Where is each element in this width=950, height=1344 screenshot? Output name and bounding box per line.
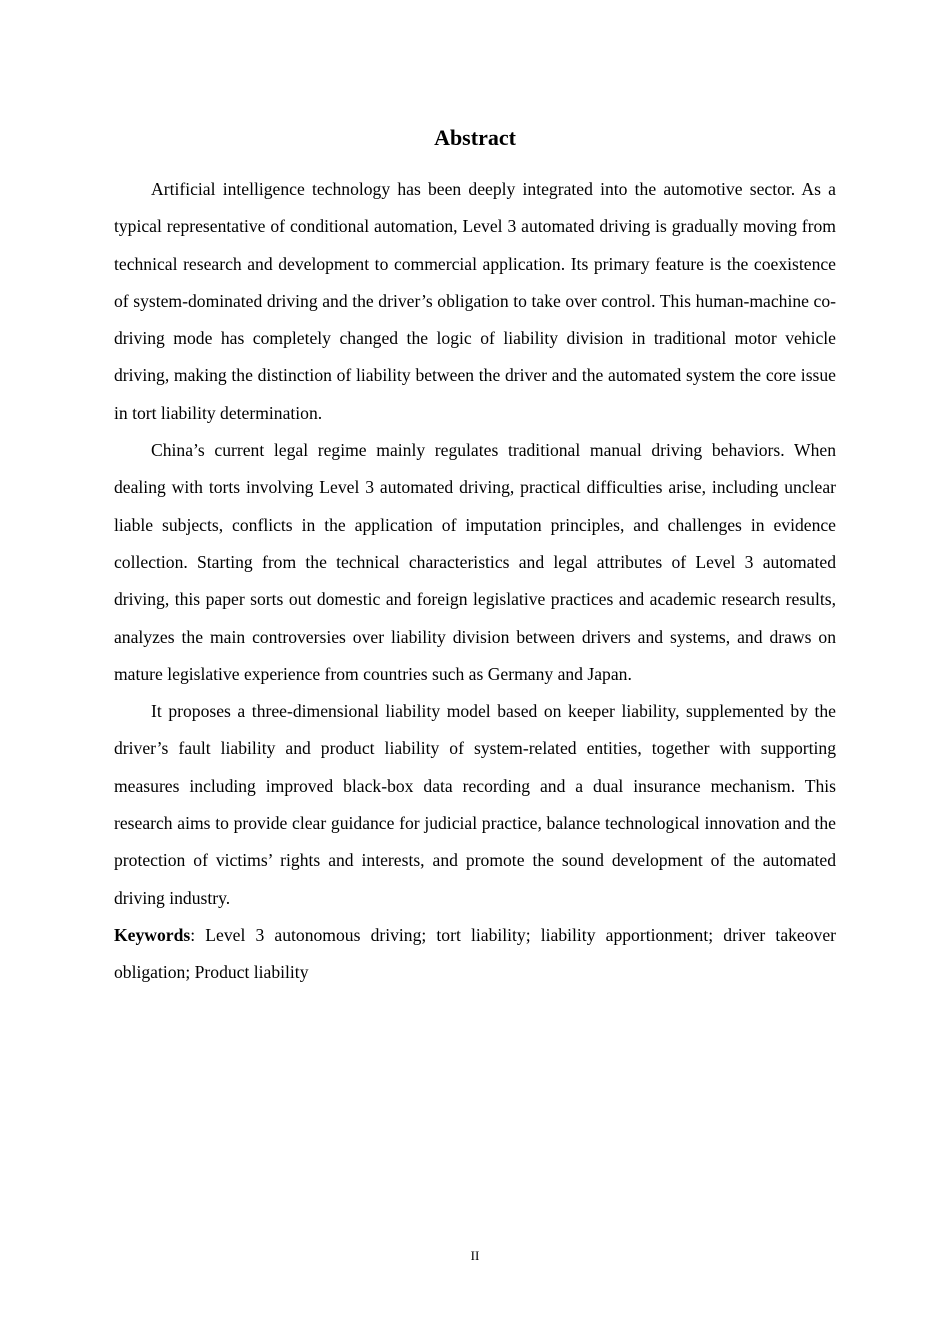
abstract-body [114, 171, 836, 992]
keywords-label: Keywords [114, 924, 191, 945]
abstract-paragraph-3: It proposes a three-dimensional liability model based on keeper liability, supplemented by the driver’s fault liability and product liability of system-related entities, together with supporting measures including improved black-box data recording and a dual insurance mechanism. This research aims to provide clear guidance for judicial practice, balance technological innovation and the protection of victims’ rights and interests, and promote the sound development of the automated driving industry. [114, 701, 836, 908]
abstract-paragraph-1: Artificial intelligence technology has been deeply integrated into the automotive sector. As a typical representative of conditional automation, Level 3 automated driving is gradually moving from technical research and development to commercial application. Its primary feature is the coexistence of system-dominated driving and the driver’s obligation to take over control. This human-machine co-driving mode has completely changed the logic of liability division in traditional motor vehicle driving, making the distinction of liability between the driver and the automated system the core issue in tort liability determination. [114, 179, 836, 423]
abstract-paragraph-2: China’s current legal regime mainly regulates traditional manual driving behaviors. When dealing with torts involving Level 3 automated driving, practical difficulties arise, including unclear liable subjects, conflicts in the application of imputation principles, and challenges in evidence collection. Starting from the technical characteristics and legal attributes of Level 3 automated driving, this paper sorts out domestic and foreign legislative practices and academic research results, analyzes the main controversies over liability division between drivers and systems, and draws on mature legislative experience from countries such as Germany and Japan. [114, 440, 836, 684]
keywords-line [114, 917, 836, 992]
abstract-title: Abstract [434, 125, 516, 150]
keywords-text: Level 3 autonomous driving; tort liability; liability apportionment; driver takeover obligation; Product liability [114, 924, 836, 983]
page-number: II [470, 1248, 480, 1263]
keywords-separator: : [190, 924, 206, 945]
